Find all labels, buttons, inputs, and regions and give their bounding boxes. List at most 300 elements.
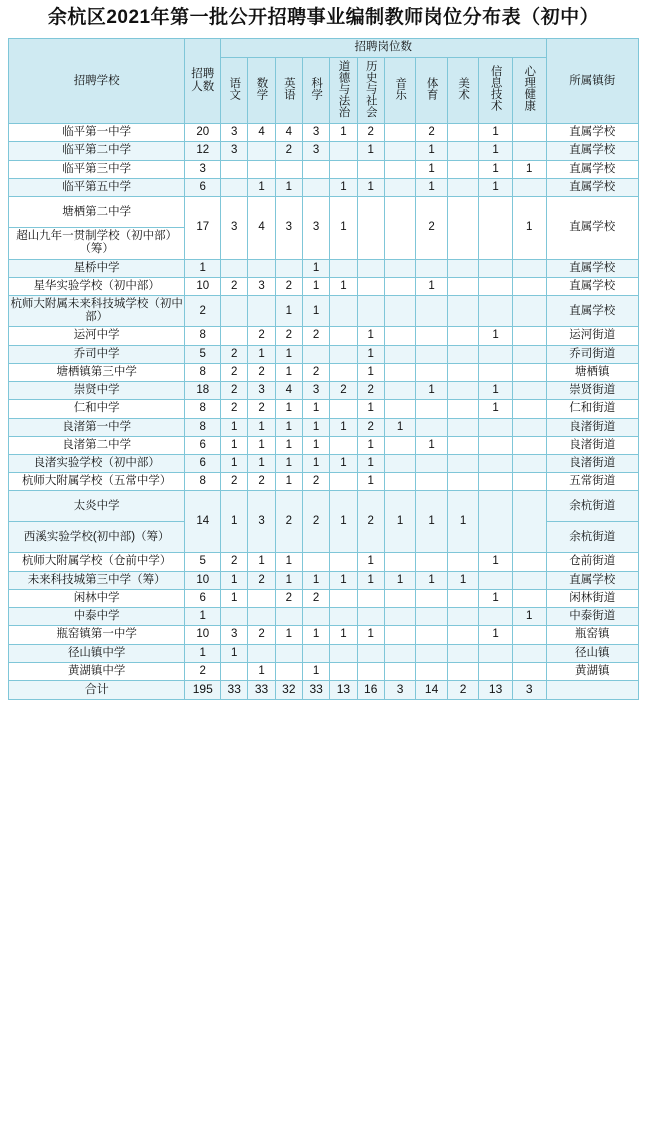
cell-subject-4 [330, 662, 357, 680]
header-subject-english: 英语 [275, 57, 302, 124]
cell-subject-0 [221, 178, 248, 196]
cell-subject-10 [512, 454, 546, 472]
cell-subject-8: 1 [447, 571, 478, 589]
cell-school: 星华实验学校（初中部） [9, 277, 185, 295]
cell-subject-10 [512, 400, 546, 418]
cell-subject-8 [447, 662, 478, 680]
cell-count: 6 [185, 178, 221, 196]
cell-subject-4: 1 [330, 124, 357, 142]
cell-subject-4: 1 [330, 571, 357, 589]
table-row [9, 644, 639, 662]
cell-subject-5: 1 [357, 142, 384, 160]
table-row [9, 363, 639, 381]
cell-count: 1 [185, 608, 221, 626]
table-row [9, 296, 639, 327]
cell-school: 良渚第二中学 [9, 436, 185, 454]
cell-subject-4: 1 [330, 418, 357, 436]
cell-subject-9 [479, 608, 513, 626]
cell-subject-6 [384, 345, 415, 363]
cell-subject-8 [447, 436, 478, 454]
cell-town: 闲林街道 [546, 589, 639, 607]
cell-subject-7 [416, 418, 447, 436]
table-row [9, 473, 639, 491]
table-row [9, 436, 639, 454]
cell-subject-1: 1 [248, 662, 275, 680]
cell-school: 太炎中学 [9, 491, 185, 522]
cell-subject-3 [302, 608, 329, 626]
cell-town: 仓前街道 [546, 553, 639, 571]
cell-subject-1 [248, 259, 275, 277]
cell-town: 仁和街道 [546, 400, 639, 418]
cell-total-label: 合计 [9, 680, 185, 699]
cell-subject-6 [384, 178, 415, 196]
cell-subject-0 [221, 296, 248, 327]
header-subject-psychology: 心理健康 [512, 57, 546, 124]
cell-subject-1 [248, 589, 275, 607]
cell-town: 直属学校 [546, 142, 639, 160]
cell-subject-1: 2 [248, 327, 275, 345]
cell-subject-1: 2 [248, 400, 275, 418]
cell-subject-1 [248, 142, 275, 160]
cell-subject-10 [512, 178, 546, 196]
cell-subject-0: 1 [221, 491, 248, 553]
cell-subject-6: 1 [384, 491, 415, 553]
page-title: 余杭区2021年第一批公开招聘事业编制教师岗位分布表（初中） [47, 7, 600, 28]
table-row [9, 142, 639, 160]
header-subject-math: 数学 [248, 57, 275, 124]
table-row [9, 259, 639, 277]
cell-subject-7 [416, 589, 447, 607]
cell-subject-0: 1 [221, 454, 248, 472]
table-row [9, 382, 639, 400]
cell-subject-7 [416, 608, 447, 626]
cell-count: 8 [185, 418, 221, 436]
cell-subject-9 [479, 363, 513, 381]
cell-count: 1 [185, 259, 221, 277]
cell-subject-5: 1 [357, 454, 384, 472]
cell-town: 五常街道 [546, 473, 639, 491]
cell-subject-0: 2 [221, 382, 248, 400]
cell-subject-9: 1 [479, 142, 513, 160]
cell-town-secondary: 余杭街道 [546, 522, 639, 553]
table-row [9, 160, 639, 178]
cell-subject-5: 2 [357, 491, 384, 553]
cell-subject-6 [384, 296, 415, 327]
cell-subject-5: 1 [357, 363, 384, 381]
cell-subject-6 [384, 363, 415, 381]
cell-subject-3: 1 [302, 662, 329, 680]
cell-town: 余杭街道 [546, 491, 639, 522]
cell-subject-2: 1 [275, 473, 302, 491]
cell-subject-1 [248, 608, 275, 626]
cell-subject-1 [248, 644, 275, 662]
cell-subject-1: 4 [248, 197, 275, 259]
cell-subject-9: 1 [479, 626, 513, 644]
cell-school: 良渚实验学校（初中部） [9, 454, 185, 472]
cell-subject-2: 4 [275, 124, 302, 142]
cell-school: 仁和中学 [9, 400, 185, 418]
cell-subject-8 [447, 197, 478, 259]
header-row-1 [9, 39, 639, 57]
cell-subject-10 [512, 363, 546, 381]
cell-school: 崇贤中学 [9, 382, 185, 400]
cell-subject-10: 1 [512, 608, 546, 626]
cell-subject-2 [275, 608, 302, 626]
cell-subject-5: 2 [357, 382, 384, 400]
cell-subject-10 [512, 345, 546, 363]
cell-subject-10 [512, 124, 546, 142]
cell-total-subject-1: 33 [248, 680, 275, 699]
cell-school: 星桥中学 [9, 259, 185, 277]
cell-subject-10 [512, 259, 546, 277]
cell-subject-2: 1 [275, 553, 302, 571]
cell-town: 瓶窑镇 [546, 626, 639, 644]
cell-subject-4 [330, 589, 357, 607]
cell-subject-9 [479, 277, 513, 295]
cell-subject-5: 1 [357, 327, 384, 345]
cell-subject-7: 1 [416, 178, 447, 196]
header-subject-history-society: 历史与社会 [357, 57, 384, 124]
cell-total-subject-3: 33 [302, 680, 329, 699]
cell-total-subject-7: 14 [416, 680, 447, 699]
cell-town: 黄湖镇 [546, 662, 639, 680]
cell-school: 临平第五中学 [9, 178, 185, 196]
cell-subject-10 [512, 277, 546, 295]
cell-subject-6 [384, 553, 415, 571]
cell-subject-0: 1 [221, 436, 248, 454]
cell-subject-10 [512, 473, 546, 491]
cell-school: 瓶窑镇第一中学 [9, 626, 185, 644]
cell-town: 良渚街道 [546, 436, 639, 454]
cell-subject-1: 2 [248, 363, 275, 381]
cell-subject-0: 3 [221, 124, 248, 142]
cell-subject-6 [384, 626, 415, 644]
cell-total-subject-4: 13 [330, 680, 357, 699]
cell-subject-10 [512, 418, 546, 436]
cell-subject-9 [479, 197, 513, 259]
cell-town: 塘栖镇 [546, 363, 639, 381]
cell-subject-5: 1 [357, 553, 384, 571]
cell-subject-10 [512, 436, 546, 454]
cell-subject-4 [330, 553, 357, 571]
cell-subject-9 [479, 296, 513, 327]
cell-subject-5: 1 [357, 400, 384, 418]
cell-subject-5: 1 [357, 436, 384, 454]
header-subject-pe: 体育 [416, 57, 447, 124]
table-row [9, 626, 639, 644]
cell-subject-0 [221, 662, 248, 680]
cell-subject-6 [384, 644, 415, 662]
cell-subject-6 [384, 259, 415, 277]
cell-subject-0: 1 [221, 418, 248, 436]
cell-subject-3: 2 [302, 473, 329, 491]
cell-school: 良渚第一中学 [9, 418, 185, 436]
cell-school: 临平第二中学 [9, 142, 185, 160]
cell-total-subject-6: 3 [384, 680, 415, 699]
cell-subject-10 [512, 589, 546, 607]
cell-count: 8 [185, 363, 221, 381]
cell-subject-9: 1 [479, 553, 513, 571]
table-row [9, 178, 639, 196]
cell-subject-10 [512, 553, 546, 571]
cell-count: 2 [185, 296, 221, 327]
cell-subject-5: 2 [357, 418, 384, 436]
cell-subject-4: 1 [330, 277, 357, 295]
cell-subject-8 [447, 345, 478, 363]
cell-subject-9: 1 [479, 382, 513, 400]
table-row [9, 589, 639, 607]
cell-subject-10 [512, 142, 546, 160]
cell-subject-3: 1 [302, 277, 329, 295]
cell-count: 10 [185, 277, 221, 295]
cell-town: 直属学校 [546, 259, 639, 277]
cell-subject-1: 1 [248, 178, 275, 196]
cell-subject-6 [384, 400, 415, 418]
table-row [9, 571, 639, 589]
cell-subject-4 [330, 400, 357, 418]
cell-subject-5: 2 [357, 124, 384, 142]
cell-subject-3: 3 [302, 382, 329, 400]
cell-subject-7 [416, 327, 447, 345]
cell-subject-7: 1 [416, 277, 447, 295]
cell-subject-4 [330, 436, 357, 454]
cell-subject-5: 1 [357, 473, 384, 491]
cell-count: 12 [185, 142, 221, 160]
cell-subject-3: 2 [302, 363, 329, 381]
cell-subject-4 [330, 327, 357, 345]
cell-count: 3 [185, 160, 221, 178]
cell-subject-2: 1 [275, 418, 302, 436]
cell-subject-6 [384, 160, 415, 178]
cell-subject-1: 2 [248, 571, 275, 589]
cell-subject-8 [447, 589, 478, 607]
cell-subject-3: 3 [302, 124, 329, 142]
cell-subject-5 [357, 277, 384, 295]
header-subject-chinese: 语文 [221, 57, 248, 124]
cell-count: 20 [185, 124, 221, 142]
header-job-group: 招聘岗位数 [221, 39, 546, 57]
cell-school: 中泰中学 [9, 608, 185, 626]
cell-subject-10 [512, 296, 546, 327]
cell-subject-9: 1 [479, 178, 513, 196]
cell-town: 径山镇 [546, 644, 639, 662]
cell-subject-2: 1 [275, 454, 302, 472]
cell-school: 未来科技城第三中学（筹） [9, 571, 185, 589]
cell-subject-2: 1 [275, 626, 302, 644]
cell-subject-2: 1 [275, 571, 302, 589]
cell-subject-5 [357, 662, 384, 680]
cell-subject-10 [512, 626, 546, 644]
cell-subject-7: 2 [416, 197, 447, 259]
cell-subject-5: 1 [357, 178, 384, 196]
cell-subject-8 [447, 553, 478, 571]
cell-subject-8 [447, 382, 478, 400]
cell-subject-6 [384, 436, 415, 454]
table-total-row [9, 680, 639, 699]
cell-subject-1: 2 [248, 473, 275, 491]
cell-subject-4 [330, 608, 357, 626]
cell-subject-7 [416, 626, 447, 644]
cell-subject-7: 1 [416, 142, 447, 160]
cell-subject-0 [221, 259, 248, 277]
cell-subject-7 [416, 259, 447, 277]
cell-subject-9 [479, 454, 513, 472]
table-row [9, 327, 639, 345]
cell-town: 崇贤街道 [546, 382, 639, 400]
header-subject-art: 美术 [447, 57, 478, 124]
cell-total-subject-5: 16 [357, 680, 384, 699]
cell-school: 临平第三中学 [9, 160, 185, 178]
cell-subject-9: 1 [479, 124, 513, 142]
cell-total-subject-0: 33 [221, 680, 248, 699]
cell-subject-4: 1 [330, 197, 357, 259]
cell-subject-4: 2 [330, 382, 357, 400]
cell-subject-1: 1 [248, 436, 275, 454]
cell-subject-1: 1 [248, 345, 275, 363]
cell-subject-1: 3 [248, 382, 275, 400]
cell-subject-4 [330, 259, 357, 277]
cell-subject-9: 1 [479, 327, 513, 345]
cell-subject-0: 2 [221, 400, 248, 418]
cell-school: 临平第一中学 [9, 124, 185, 142]
cell-subject-1: 1 [248, 454, 275, 472]
cell-subject-8 [447, 124, 478, 142]
table-row [9, 345, 639, 363]
cell-subject-7 [416, 662, 447, 680]
cell-total-count: 195 [185, 680, 221, 699]
cell-subject-3: 1 [302, 436, 329, 454]
cell-subject-9 [479, 571, 513, 589]
cell-town: 乔司街道 [546, 345, 639, 363]
cell-subject-1 [248, 160, 275, 178]
cell-count: 14 [185, 491, 221, 553]
table-row [9, 491, 639, 522]
header-subject-it: 信息技术 [479, 57, 513, 124]
cell-total-subject-8: 2 [447, 680, 478, 699]
table-row [9, 277, 639, 295]
cell-school: 乔司中学 [9, 345, 185, 363]
cell-subject-3: 1 [302, 454, 329, 472]
cell-subject-2: 1 [275, 345, 302, 363]
cell-subject-6 [384, 197, 415, 259]
cell-subject-2 [275, 644, 302, 662]
cell-subject-5 [357, 296, 384, 327]
job-distribution-table [8, 38, 639, 699]
cell-subject-8 [447, 626, 478, 644]
cell-count: 5 [185, 345, 221, 363]
cell-subject-4 [330, 644, 357, 662]
table-row [9, 418, 639, 436]
cell-subject-0: 3 [221, 142, 248, 160]
cell-subject-5: 1 [357, 626, 384, 644]
cell-school: 塘栖第二中学 [9, 197, 185, 228]
cell-subject-7: 1 [416, 491, 447, 553]
cell-total-town [546, 680, 639, 699]
header-subject-moral-law: 道德与法治 [330, 57, 357, 124]
cell-subject-4 [330, 296, 357, 327]
cell-subject-7 [416, 454, 447, 472]
cell-school-secondary: 西溪实验学校(初中部)（筹） [9, 522, 185, 553]
cell-town: 良渚街道 [546, 454, 639, 472]
cell-count: 10 [185, 571, 221, 589]
cell-subject-3 [302, 553, 329, 571]
cell-count: 8 [185, 327, 221, 345]
cell-subject-2: 4 [275, 382, 302, 400]
cell-subject-1: 4 [248, 124, 275, 142]
cell-town: 直属学校 [546, 124, 639, 142]
cell-count: 8 [185, 473, 221, 491]
cell-subject-8 [447, 608, 478, 626]
cell-subject-3: 2 [302, 327, 329, 345]
cell-subject-2: 2 [275, 277, 302, 295]
cell-total-subject-10: 3 [512, 680, 546, 699]
cell-subject-7 [416, 400, 447, 418]
cell-town: 直属学校 [546, 160, 639, 178]
cell-subject-1: 3 [248, 277, 275, 295]
cell-subject-6 [384, 662, 415, 680]
cell-subject-5: 1 [357, 571, 384, 589]
cell-subject-7 [416, 553, 447, 571]
cell-subject-3: 2 [302, 491, 329, 553]
cell-subject-0 [221, 327, 248, 345]
cell-school: 杭师大附属未来科技城学校（初中部） [9, 296, 185, 327]
cell-subject-8 [447, 327, 478, 345]
cell-subject-9 [479, 644, 513, 662]
cell-school: 运河中学 [9, 327, 185, 345]
cell-subject-7 [416, 644, 447, 662]
cell-subject-7: 1 [416, 571, 447, 589]
table-row [9, 124, 639, 142]
cell-subject-8 [447, 644, 478, 662]
cell-subject-8 [447, 142, 478, 160]
cell-subject-3 [302, 160, 329, 178]
table-row [9, 454, 639, 472]
cell-count: 8 [185, 400, 221, 418]
cell-subject-3: 1 [302, 296, 329, 327]
cell-subject-7 [416, 363, 447, 381]
cell-subject-5 [357, 644, 384, 662]
cell-subject-6 [384, 589, 415, 607]
cell-subject-4 [330, 363, 357, 381]
cell-subject-6: 1 [384, 571, 415, 589]
cell-subject-5 [357, 160, 384, 178]
cell-count: 6 [185, 436, 221, 454]
cell-subject-8 [447, 259, 478, 277]
cell-subject-7: 1 [416, 436, 447, 454]
cell-subject-9 [479, 259, 513, 277]
cell-subject-2: 1 [275, 363, 302, 381]
cell-subject-3: 2 [302, 589, 329, 607]
cell-subject-8 [447, 277, 478, 295]
cell-town: 直属学校 [546, 178, 639, 196]
cell-subject-4 [330, 345, 357, 363]
cell-subject-2: 3 [275, 197, 302, 259]
cell-subject-7: 1 [416, 160, 447, 178]
cell-subject-2: 1 [275, 400, 302, 418]
header-subject-music: 音乐 [384, 57, 415, 124]
cell-subject-5 [357, 589, 384, 607]
cell-town: 良渚街道 [546, 418, 639, 436]
cell-subject-4: 1 [330, 491, 357, 553]
cell-subject-2 [275, 160, 302, 178]
cell-count: 6 [185, 589, 221, 607]
cell-subject-0: 2 [221, 553, 248, 571]
cell-subject-8 [447, 363, 478, 381]
cell-subject-2: 1 [275, 178, 302, 196]
cell-subject-10: 1 [512, 197, 546, 259]
cell-subject-1 [248, 296, 275, 327]
cell-subject-10 [512, 571, 546, 589]
